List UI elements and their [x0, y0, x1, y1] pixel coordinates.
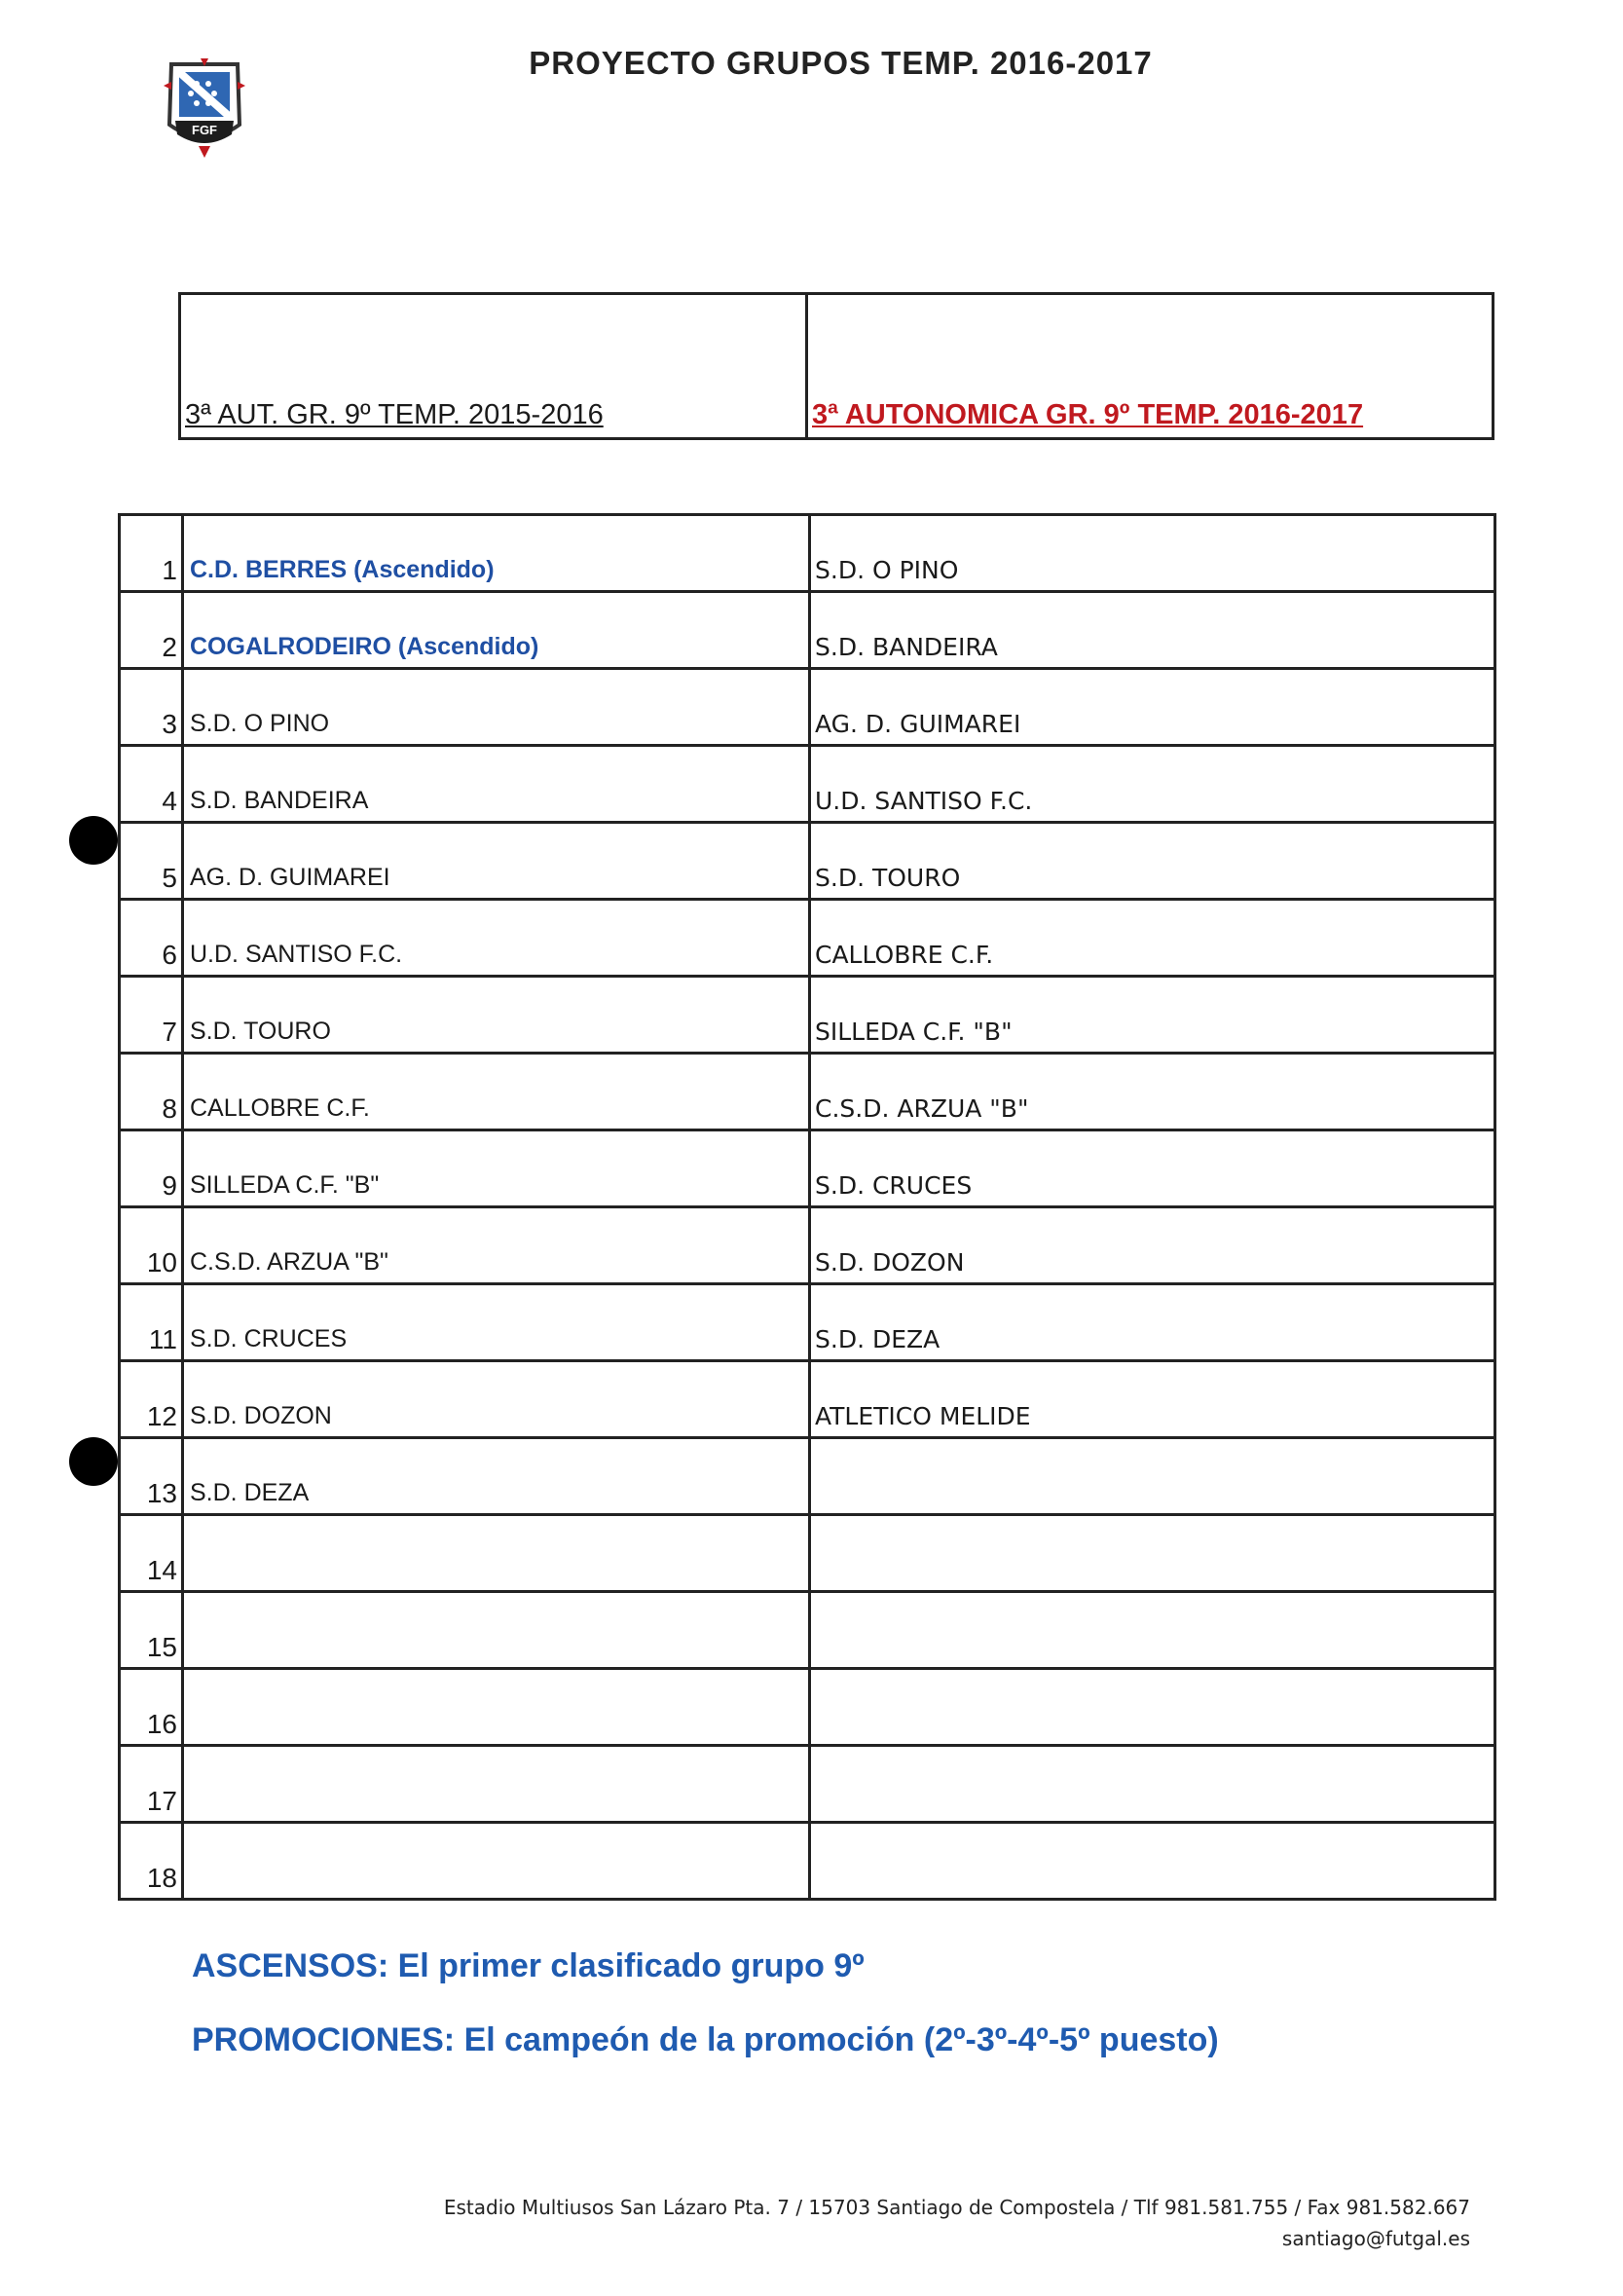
- team-2015-2016: [183, 1515, 810, 1592]
- team-2016-2017: S.D. BANDEIRA: [810, 592, 1495, 669]
- table-row: [120, 900, 1495, 977]
- team-2015-2016: S.D. O PINO: [183, 669, 810, 746]
- table-row: [120, 1284, 1495, 1361]
- table-row: [120, 1207, 1495, 1284]
- table-row: [120, 977, 1495, 1054]
- header-next-season: [808, 295, 1492, 437]
- team-2016-2017: [810, 1746, 1495, 1823]
- season-header: [178, 292, 1494, 440]
- row-number: 4: [120, 746, 183, 823]
- punch-hole: [69, 816, 118, 865]
- team-2016-2017: U.D. SANTISO F.C.: [810, 746, 1495, 823]
- groups-table: [118, 513, 1496, 1901]
- team-2016-2017: [810, 1669, 1495, 1746]
- logo-text: FGF: [192, 123, 217, 137]
- table-row: [120, 746, 1495, 823]
- table-row: [120, 1823, 1495, 1900]
- team-2015-2016: AG. D. GUIMAREI: [183, 823, 810, 900]
- row-number: 6: [120, 900, 183, 977]
- team-2015-2016: S.D. DOZON: [183, 1361, 810, 1438]
- table-row: [120, 1669, 1495, 1746]
- team-2016-2017: [810, 1823, 1495, 1900]
- team-2015-2016: S.D. BANDEIRA: [183, 746, 810, 823]
- header-next-label: 3ª AUTONOMICA GR. 9º TEMP. 2016-2017: [812, 399, 1364, 430]
- team-2016-2017: [810, 1515, 1495, 1592]
- team-2015-2016: S.D. TOURO: [183, 977, 810, 1054]
- team-2015-2016: CALLOBRE C.F.: [183, 1054, 810, 1130]
- team-2015-2016: C.S.D. ARZUA "B": [183, 1207, 810, 1284]
- team-2015-2016: COGALRODEIRO (Ascendido): [183, 592, 810, 669]
- team-2016-2017: S.D. CRUCES: [810, 1130, 1495, 1207]
- team-2016-2017: SILLEDA C.F. "B": [810, 977, 1495, 1054]
- ascensos-rule: ASCENSOS: El primer clasificado grupo 9º: [192, 1947, 865, 1984]
- footer-address: Estadio Multiusos San Lázaro Pta. 7 / 15703 Santiago de Compostela / Tlf 981.581.755 / Fax 981.582.667: [443, 2196, 1470, 2219]
- team-2016-2017: S.D. DEZA: [810, 1284, 1495, 1361]
- table-row: [120, 592, 1495, 669]
- footer-email: santiago@futgal.es: [1281, 2227, 1470, 2250]
- team-2016-2017: [810, 1592, 1495, 1669]
- team-2015-2016: [183, 1823, 810, 1900]
- team-2016-2017: S.D. DOZON: [810, 1207, 1495, 1284]
- row-number: 17: [120, 1746, 183, 1823]
- team-2015-2016: [183, 1746, 810, 1823]
- team-2016-2017: S.D. TOURO: [810, 823, 1495, 900]
- row-number: 13: [120, 1438, 183, 1515]
- team-2016-2017: ATLETICO MELIDE: [810, 1361, 1495, 1438]
- row-number: 1: [120, 515, 183, 592]
- team-2016-2017: CALLOBRE C.F.: [810, 900, 1495, 977]
- table-row: [120, 1438, 1495, 1515]
- header-prev-season: [181, 295, 808, 437]
- row-number: 15: [120, 1592, 183, 1669]
- team-2016-2017: C.S.D. ARZUA "B": [810, 1054, 1495, 1130]
- row-number: 5: [120, 823, 183, 900]
- row-number: 18: [120, 1823, 183, 1900]
- team-2016-2017: S.D. O PINO: [810, 515, 1495, 592]
- promociones-rule: PROMOCIONES: El campeón de la promoción (2º-3º-4º-5º puesto): [192, 2021, 1219, 2058]
- team-2015-2016: [183, 1669, 810, 1746]
- table-row: [120, 1592, 1495, 1669]
- page-title: PROYECTO GRUPOS TEMP. 2016-2017: [529, 45, 1153, 81]
- table-row: [120, 1361, 1495, 1438]
- row-number: 2: [120, 592, 183, 669]
- row-number: 8: [120, 1054, 183, 1130]
- table-row: [120, 1746, 1495, 1823]
- team-2015-2016: C.D. BERRES (Ascendido): [183, 515, 810, 592]
- row-number: 9: [120, 1130, 183, 1207]
- table-row: [120, 1054, 1495, 1130]
- team-2015-2016: S.D. CRUCES: [183, 1284, 810, 1361]
- row-number: 16: [120, 1669, 183, 1746]
- team-2015-2016: U.D. SANTISO F.C.: [183, 900, 810, 977]
- row-number: 7: [120, 977, 183, 1054]
- table-row: [120, 823, 1495, 900]
- row-number: 3: [120, 669, 183, 746]
- team-2016-2017: [810, 1438, 1495, 1515]
- row-number: 10: [120, 1207, 183, 1284]
- row-number: 14: [120, 1515, 183, 1592]
- row-number: 12: [120, 1361, 183, 1438]
- header-prev-label: 3ª AUT. GR. 9º TEMP. 2015-2016: [185, 399, 604, 430]
- team-2016-2017: AG. D. GUIMAREI: [810, 669, 1495, 746]
- team-2015-2016: S.D. DEZA: [183, 1438, 810, 1515]
- table-row: [120, 1130, 1495, 1207]
- table-row: [120, 1515, 1495, 1592]
- punch-hole: [69, 1437, 118, 1486]
- table-row: [120, 515, 1495, 592]
- team-2015-2016: SILLEDA C.F. "B": [183, 1130, 810, 1207]
- row-number: 11: [120, 1284, 183, 1361]
- table-row: [120, 669, 1495, 746]
- team-2015-2016: [183, 1592, 810, 1669]
